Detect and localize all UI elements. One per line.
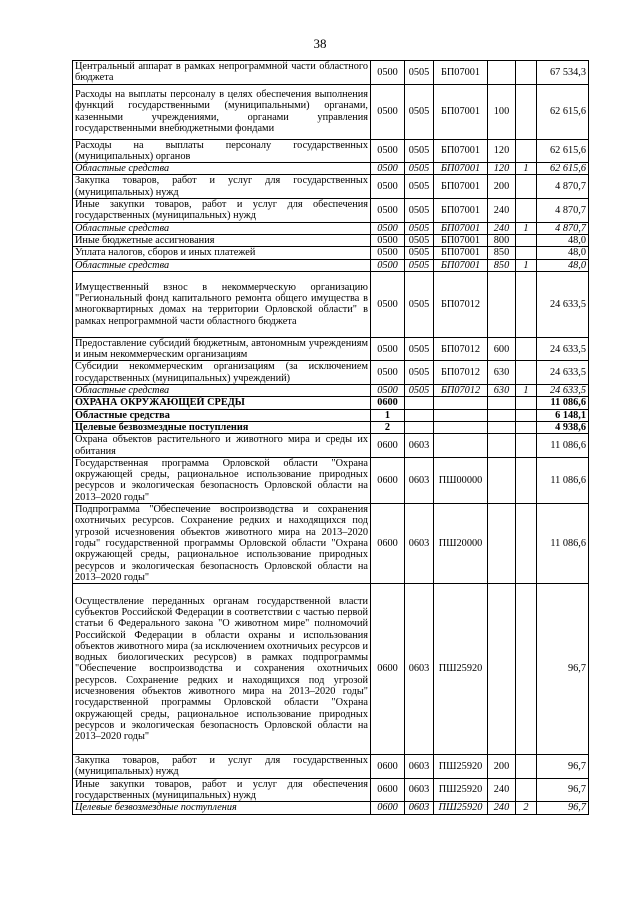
table-row (73, 139, 589, 163)
row-funding-source: 1 (516, 259, 537, 271)
row-name: Расходы на выплаты персоналу в целях обеспечения выполнения функций государственными (муниципальными) органами, казенными учреждениями, органами управления государственными внебюджетными фондами (73, 84, 371, 139)
table-row (73, 755, 589, 779)
row-target-code: БП07001 (434, 222, 488, 234)
row-target-code: БП07001 (434, 247, 488, 259)
row-name: Областные средства (73, 409, 371, 421)
row-amount: 11 086,6 (537, 457, 589, 503)
row-target-code: БП07001 (434, 234, 488, 246)
row-target-code: ПШ20000 (434, 504, 488, 584)
row-section-code: 0600 (371, 504, 405, 584)
row-name: Государственная программа Орловской области "Охрана окружающей среды, рациональное использование природных ресурсов и экологическая безопасность Орловской области на 2013–2020 годы" (73, 457, 371, 503)
row-section-code: 0500 (371, 199, 405, 223)
table-row (73, 504, 589, 584)
row-expense-type-code (488, 397, 516, 409)
row-funding-source (516, 337, 537, 361)
row-amount: 11 086,6 (537, 434, 589, 458)
row-section-code: 0500 (371, 139, 405, 163)
row-funding-source (516, 199, 537, 223)
row-section-code: 0500 (371, 385, 405, 397)
row-funding-source: 1 (516, 385, 537, 397)
table-row (73, 247, 589, 259)
table-row (73, 361, 589, 385)
row-amount: 4 870,7 (537, 175, 589, 199)
row-section-code: 0500 (371, 163, 405, 175)
row-amount: 4 938,6 (537, 421, 589, 433)
row-name: Иные бюджетные ассигнования (73, 234, 371, 246)
row-expense-type-code: 800 (488, 234, 516, 246)
row-section-code: 0500 (371, 61, 405, 85)
row-target-code (434, 397, 488, 409)
row-subsection-code: 0603 (405, 755, 434, 779)
row-subsection-code: 0603 (405, 802, 434, 814)
row-subsection-code: 0603 (405, 778, 434, 802)
row-funding-source: 2 (516, 802, 537, 814)
row-subsection-code: 0505 (405, 385, 434, 397)
row-subsection-code: 0603 (405, 504, 434, 584)
row-section-code: 0600 (371, 802, 405, 814)
row-expense-type-code (488, 421, 516, 433)
row-section-code: 0600 (371, 397, 405, 409)
row-section-code: 0500 (371, 222, 405, 234)
row-subsection-code (405, 397, 434, 409)
row-funding-source (516, 755, 537, 779)
table-row (73, 584, 589, 755)
row-expense-type-code: 630 (488, 385, 516, 397)
row-amount: 62 615,6 (537, 84, 589, 139)
row-expense-type-code: 120 (488, 139, 516, 163)
row-funding-source (516, 421, 537, 433)
row-section-code: 0600 (371, 434, 405, 458)
row-expense-type-code (488, 409, 516, 421)
row-section-code: 0600 (371, 778, 405, 802)
row-section-code: 0500 (371, 271, 405, 337)
budget-table (72, 60, 589, 815)
row-amount: 48,0 (537, 247, 589, 259)
row-name: Целевые безвозмездные поступления (73, 802, 371, 814)
row-target-code: БП07001 (434, 139, 488, 163)
table-row (73, 421, 589, 433)
table-row (73, 61, 589, 85)
row-funding-source (516, 778, 537, 802)
row-name: Субсидии некоммерческим организациям (за исключением государственных (муниципальных) учреждений) (73, 361, 371, 385)
row-target-code: ПШ25920 (434, 778, 488, 802)
row-name: Иные закупки товаров, работ и услуг для обеспечения государственных (муниципальных) нужд (73, 199, 371, 223)
row-amount: 6 148,1 (537, 409, 589, 421)
row-target-code: БП07001 (434, 163, 488, 175)
table-row (73, 271, 589, 337)
row-target-code: БП07001 (434, 259, 488, 271)
row-subsection-code: 0505 (405, 271, 434, 337)
row-target-code: ПШ00000 (434, 457, 488, 503)
row-target-code (434, 434, 488, 458)
row-target-code: БП07001 (434, 199, 488, 223)
row-expense-type-code (488, 271, 516, 337)
row-subsection-code: 0505 (405, 61, 434, 85)
row-target-code (434, 421, 488, 433)
table-row (73, 337, 589, 361)
row-subsection-code: 0505 (405, 222, 434, 234)
row-target-code: ПШ25920 (434, 802, 488, 814)
row-section-code: 0500 (371, 84, 405, 139)
row-funding-source (516, 457, 537, 503)
table-row (73, 234, 589, 246)
row-name: Расходы на выплаты персоналу государственных (муниципальных) органов (73, 139, 371, 163)
row-expense-type-code: 240 (488, 802, 516, 814)
row-subsection-code: 0603 (405, 434, 434, 458)
row-amount: 96,7 (537, 584, 589, 755)
row-section-code: 0500 (371, 337, 405, 361)
row-target-code: ПШ25920 (434, 755, 488, 779)
row-amount: 62 615,6 (537, 163, 589, 175)
row-subsection-code: 0603 (405, 584, 434, 755)
row-expense-type-code (488, 504, 516, 584)
row-amount: 11 086,6 (537, 397, 589, 409)
row-target-code: БП07012 (434, 385, 488, 397)
row-funding-source: 1 (516, 222, 537, 234)
table-row (73, 259, 589, 271)
row-amount: 48,0 (537, 259, 589, 271)
table-row (73, 163, 589, 175)
row-funding-source (516, 247, 537, 259)
table-row (73, 457, 589, 503)
row-funding-source (516, 361, 537, 385)
row-expense-type-code (488, 434, 516, 458)
row-name: Охрана объектов растительного и животного мира и среды их обитания (73, 434, 371, 458)
row-subsection-code: 0505 (405, 175, 434, 199)
row-name: Имущественный взнос в некоммерческую организацию "Региональный фонд капитального ремонта общего имущества в многоквартирных домах на территории Орловской области" в рамках непрограммной части областного бюджета (73, 271, 371, 337)
row-expense-type-code (488, 61, 516, 85)
row-expense-type-code: 240 (488, 199, 516, 223)
row-expense-type-code: 850 (488, 259, 516, 271)
row-subsection-code (405, 409, 434, 421)
row-funding-source (516, 271, 537, 337)
row-name: Областные средства (73, 259, 371, 271)
row-expense-type-code (488, 457, 516, 503)
row-section-code: 0600 (371, 755, 405, 779)
row-subsection-code: 0505 (405, 361, 434, 385)
row-name: Осуществление переданных органам государственной власти субъектов Российской Федерации в соответствии с частью первой статьи 6 Федерального закона "О животном мире" полномочий Российской Федерации в области охраны и использования объектов животного мира (за исключением охотничьих ресурсов и водных биологических ресурсов) в рамках подпрограммы "Обеспечение воспроизводства и сохранения охотничьих ресурсов. Сохранение редких и находящихся под угрозой исчезновения объектов животного мира на 2013–2020 годы" государственной программы Орловской области "Охрана окружающей среды, рациональное использование природных ресурсов и экологическая безопасность Орловской области на 2013–2020 годы" (73, 584, 371, 755)
row-target-code: БП07001 (434, 84, 488, 139)
row-name: Областные средства (73, 385, 371, 397)
row-funding-source (516, 409, 537, 421)
row-funding-source (516, 175, 537, 199)
row-target-code (434, 409, 488, 421)
row-target-code: БП07012 (434, 361, 488, 385)
row-expense-type-code: 850 (488, 247, 516, 259)
row-expense-type-code: 240 (488, 778, 516, 802)
row-name: Закупка товаров, работ и услуг для государственных (муниципальных) нужд (73, 175, 371, 199)
row-section-code: 0500 (371, 234, 405, 246)
row-amount: 24 633,5 (537, 337, 589, 361)
table-row (73, 409, 589, 421)
row-amount: 96,7 (537, 755, 589, 779)
row-name: Центральный аппарат в рамках непрограммной части областного бюджета (73, 61, 371, 85)
row-target-code: ПШ25920 (434, 584, 488, 755)
table-row (73, 778, 589, 802)
row-expense-type-code: 200 (488, 755, 516, 779)
row-target-code: БП07001 (434, 175, 488, 199)
row-section-code: 0500 (371, 247, 405, 259)
table-row (73, 199, 589, 223)
row-subsection-code: 0505 (405, 163, 434, 175)
row-name: Закупка товаров, работ и услуг для государственных (муниципальных) нужд (73, 755, 371, 779)
row-funding-source (516, 84, 537, 139)
row-subsection-code: 0505 (405, 84, 434, 139)
row-subsection-code: 0505 (405, 337, 434, 361)
row-subsection-code (405, 421, 434, 433)
row-amount: 4 870,7 (537, 222, 589, 234)
row-amount: 24 633,5 (537, 385, 589, 397)
row-section-code: 0500 (371, 259, 405, 271)
row-subsection-code: 0603 (405, 457, 434, 503)
row-amount: 24 633,5 (537, 271, 589, 337)
row-amount: 48,0 (537, 234, 589, 246)
row-amount: 96,7 (537, 802, 589, 814)
row-expense-type-code (488, 584, 516, 755)
table-row (73, 802, 589, 814)
row-expense-type-code: 630 (488, 361, 516, 385)
row-name: Областные средства (73, 163, 371, 175)
row-section-code: 0600 (371, 584, 405, 755)
row-funding-source (516, 504, 537, 584)
row-name: Иные закупки товаров, работ и услуг для обеспечения государственных (муниципальных) нужд (73, 778, 371, 802)
row-name: Подпрограмма "Обеспечение воспроизводства и сохранения охотничьих ресурсов. Сохранение редких и находящихся под угрозой исчезновения объектов животного мира на 2013–2020 годы" государственной программы Орловской области "Охрана окружающей среды, рациональное использование природных ресурсов и экологическая безопасность Орловской области на 2013–2020 годы" (73, 504, 371, 584)
row-section-code: 0600 (371, 457, 405, 503)
row-expense-type-code: 240 (488, 222, 516, 234)
row-amount: 11 086,6 (537, 504, 589, 584)
row-name: Уплата налогов, сборов и иных платежей (73, 247, 371, 259)
row-target-code: БП07001 (434, 61, 488, 85)
row-amount: 4 870,7 (537, 199, 589, 223)
row-funding-source (516, 584, 537, 755)
table-row (73, 397, 589, 409)
row-funding-source: 1 (516, 163, 537, 175)
page-number: 38 (313, 36, 327, 51)
row-funding-source (516, 61, 537, 85)
row-funding-source (516, 434, 537, 458)
table-row (73, 222, 589, 234)
row-subsection-code: 0505 (405, 199, 434, 223)
row-amount: 67 534,3 (537, 61, 589, 85)
row-expense-type-code: 200 (488, 175, 516, 199)
row-subsection-code: 0505 (405, 139, 434, 163)
row-amount: 24 633,5 (537, 361, 589, 385)
row-expense-type-code: 600 (488, 337, 516, 361)
row-subsection-code: 0505 (405, 259, 434, 271)
row-section-code: 2 (371, 421, 405, 433)
table-row (73, 434, 589, 458)
row-target-code: БП07012 (434, 337, 488, 361)
row-amount: 62 615,6 (537, 139, 589, 163)
row-section-code: 0500 (371, 361, 405, 385)
row-name: ОХРАНА ОКРУЖАЮЩЕЙ СРЕДЫ (73, 397, 371, 409)
row-name: Целевые безвозмездные поступления (73, 421, 371, 433)
row-funding-source (516, 397, 537, 409)
row-subsection-code: 0505 (405, 234, 434, 246)
row-funding-source (516, 234, 537, 246)
row-section-code: 0500 (371, 175, 405, 199)
row-amount: 96,7 (537, 778, 589, 802)
row-name: Предоставление субсидий бюджетным, автономным учреждениям и иным некоммерческим организациям (73, 337, 371, 361)
row-funding-source (516, 139, 537, 163)
row-subsection-code: 0505 (405, 247, 434, 259)
row-section-code: 1 (371, 409, 405, 421)
row-target-code: БП07012 (434, 271, 488, 337)
row-expense-type-code: 120 (488, 163, 516, 175)
row-name: Областные средства (73, 222, 371, 234)
table-row (73, 385, 589, 397)
table-row (73, 175, 589, 199)
row-expense-type-code: 100 (488, 84, 516, 139)
table-row (73, 84, 589, 139)
